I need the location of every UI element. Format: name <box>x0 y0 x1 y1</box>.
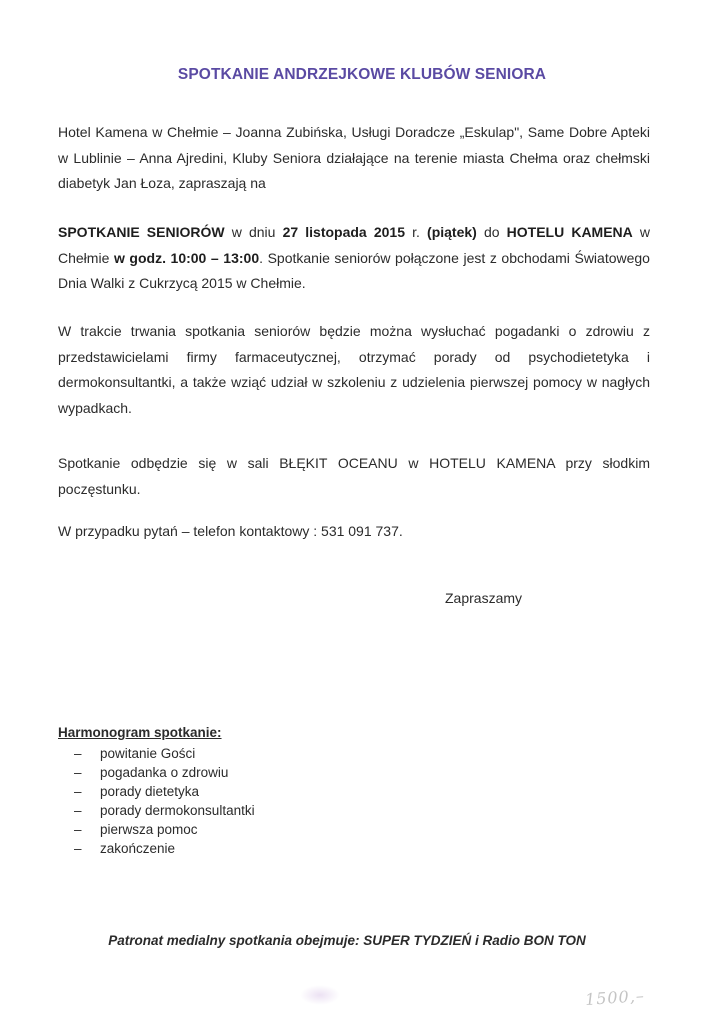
list-item: – porady dietetyka <box>74 784 200 799</box>
event-weekday: (piątek) <box>427 224 477 240</box>
event-name: SPOTKANIE SENIORÓW <box>58 224 225 240</box>
list-item: – zakończenie <box>74 841 176 856</box>
event-text-4: w Chełmie <box>58 224 651 266</box>
handwritten-note: 1500,– <box>584 985 646 1010</box>
dash-bullet: – <box>74 746 82 761</box>
dash-bullet: – <box>74 822 82 837</box>
activities-paragraph: W trakcie trwania spotkania seniorów będzie można wysłuchać pogadanki o zdrowiu z przedstawicielami firmy farmaceutycznej, otrzymać porady od psychodietetyka i dermokonsultantki, a także wziąć udział w szkoleniu z udzielenia pierwszej pomocy w nagłych wypadkach. <box>58 323 650 416</box>
closing-text: Zapraszamy <box>445 590 523 606</box>
event-text-3: do <box>476 224 507 240</box>
event-date: 27 listopada 2015 <box>282 224 405 240</box>
intro-paragraph: Hotel Kamena w Chełmie – Joanna Zubińska, Usługi Doradcze „Eskulap", Same Dobre Apteki w Lublinie – Anna Ajredini, Kluby Seniora działające na terenie miasta Chełma oraz chełmski diabetyk Jan Łoza, zapraszają na <box>58 124 650 191</box>
list-item: – powitanie Gości <box>74 746 196 761</box>
event-text-2: r. <box>405 224 428 240</box>
event-venue: HOTELU KAMENA <box>506 224 633 240</box>
document-title: SPOTKANIE ANDRZEJKOWE KLUBÓW SENIORA <box>177 66 547 83</box>
event-paragraph <box>58 220 650 297</box>
contact-paragraph: W przypadku pytań – telefon kontaktowy : 531 091 737. <box>58 523 403 539</box>
list-item: – porady dermokonsultantki <box>74 803 255 818</box>
event-hours: w godz. 10:00 – 13:00 <box>113 249 260 266</box>
schedule-list <box>58 744 255 858</box>
dash-bullet: – <box>74 841 82 856</box>
schedule-title: Harmonogram spotkanie: <box>58 725 222 740</box>
event-text-1: w dniu <box>224 224 283 240</box>
faint-stamp-mark <box>300 985 340 1005</box>
dash-bullet: – <box>74 784 82 799</box>
media-patron-line: Patronat medialny spotkania obejmuje: SUPER TYDZIEŃ i Radio BON TON <box>108 933 586 948</box>
schedule-section <box>58 723 255 858</box>
event-text-5: . Spotkanie seniorów połączone jest z obchodami Światowego Dnia Walki z Cukrzycą 2015 w Chełmie. <box>58 249 650 291</box>
list-item: – pierwsza pomoc <box>74 822 198 837</box>
location-paragraph: Spotkanie odbędzie się w sali BŁĘKIT OCEANU w HOTELU KAMENA przy słodkim poczęstunku. <box>58 455 650 497</box>
list-item: – pogadanka o zdrowiu <box>74 765 229 780</box>
dash-bullet: – <box>74 803 82 818</box>
dash-bullet: – <box>74 765 82 780</box>
